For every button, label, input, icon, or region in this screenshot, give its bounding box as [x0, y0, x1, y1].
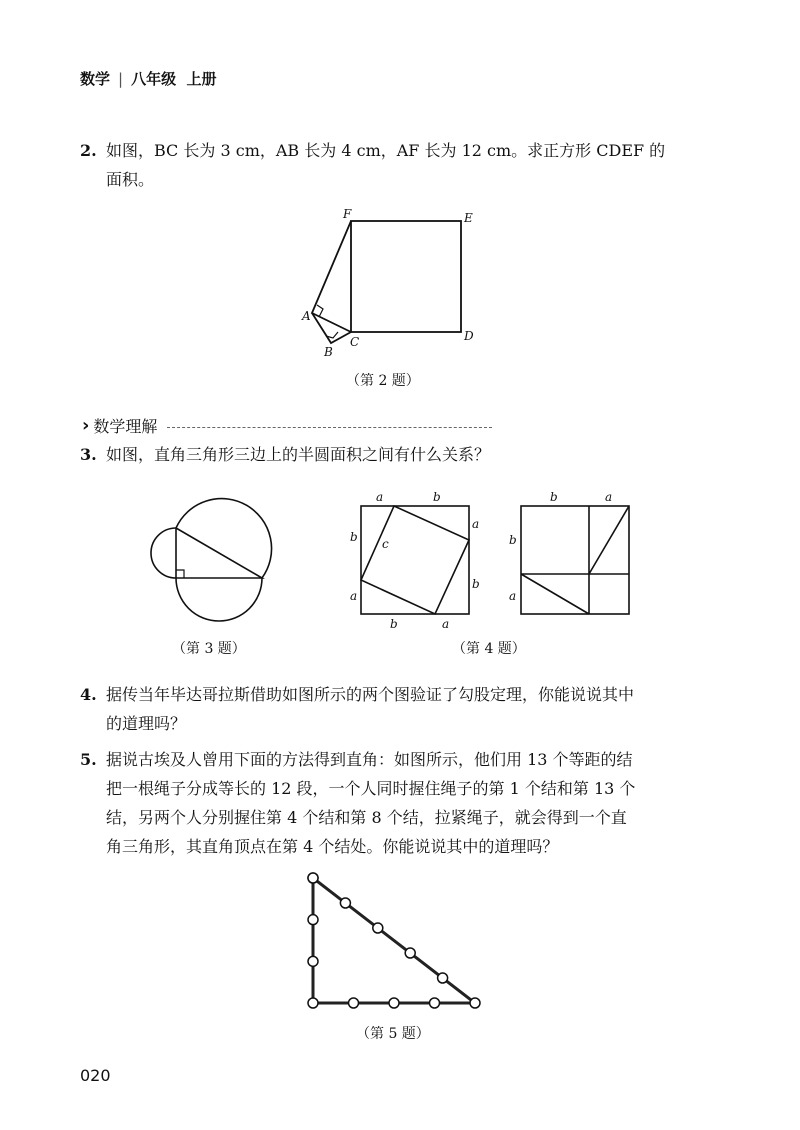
question-4-line-2: 的道理吗？ [106, 714, 187, 733]
fig4-left-top-b: b [433, 490, 441, 504]
question-5-line-3: 结，另两个人分别握住第 4 个结和第 8 个结，拉紧绳子，就会得到一个直 [106, 808, 627, 827]
question-2-number: 2. [80, 141, 97, 160]
rope-knot [389, 998, 399, 1008]
label-a: A [302, 309, 311, 323]
label-d: D [464, 329, 474, 343]
fig4-right-top-a: a [605, 490, 613, 504]
fig4-right-left-b: b [509, 533, 517, 547]
header-volume: 上册 [186, 70, 217, 88]
label-c: C [350, 335, 360, 349]
rope-knot [340, 898, 350, 908]
question-3-text: 如图，直角三角形三边上的半圆面积之间有什么关系？ [106, 445, 491, 464]
chevron-right-icon: › [82, 415, 90, 436]
question-4-number: 4. [80, 685, 97, 704]
fig4-left-left-a: a [350, 589, 358, 603]
question-5-number: 5. [80, 750, 97, 769]
header-subject: 数学 [80, 70, 111, 88]
rope-knot [308, 998, 318, 1008]
label-b: B [324, 345, 333, 359]
rope-knot [430, 998, 440, 1008]
rope-knot [308, 956, 318, 966]
fig4-left-bottom-b: b [390, 617, 398, 631]
rope-knot [405, 948, 415, 958]
page-number: 020 [80, 1066, 111, 1085]
question-5-line-1: 据说古埃及人曾用下面的方法得到直角：如图所示，他们用 13 个等距的结 [106, 750, 633, 769]
fig4-left-right-b: b [472, 577, 480, 591]
header-separator: | [118, 70, 124, 88]
rope-knot [438, 973, 448, 983]
label-e: E [464, 211, 473, 225]
rope-knot [373, 923, 383, 933]
question-5-line-2: 把一根绳子分成等长的 12 段，一个人同时握住绳子的第 1 个结和第 13 个 [106, 779, 636, 798]
fig4-left-bottom-a: a [442, 617, 450, 631]
fig4-left-c: c [382, 537, 389, 551]
rope-knot [308, 873, 318, 883]
fig4-left-top-a: a [376, 490, 384, 504]
label-f: F [343, 207, 352, 221]
question-2-line-2: 面积。 [106, 170, 155, 189]
rope-knot [470, 998, 480, 1008]
question-3-number: 3. [80, 445, 97, 464]
rope-knot [308, 915, 318, 925]
fig4-left-left-b: b [350, 530, 358, 544]
figure-5-caption: （第 5 题） [356, 1026, 430, 1042]
header-grade: 八年级 [131, 70, 177, 88]
question-5-line-4: 角三角形，其直角顶点在第 4 个结处。你能说说其中的道理吗？ [106, 837, 559, 856]
question-4-line-1: 据传当年毕达哥拉斯借助如图所示的两个图验证了勾股定理，你能说说其中 [106, 685, 635, 704]
figure-4-caption: （第 4 题） [452, 641, 526, 657]
fig4-right-left-a: a [509, 589, 517, 603]
fig4-right-top-b: b [550, 490, 558, 504]
question-2-line-1: 如图，BC 长为 3 cm，AB 长为 4 cm，AF 长为 12 cm。求正方形 CDEF 的 [106, 141, 666, 160]
figure-2-caption: （第 2 题） [346, 373, 420, 389]
figure-3-caption: （第 3 题） [172, 641, 246, 657]
rope [313, 878, 475, 1003]
rope-knot [349, 998, 359, 1008]
fig4-left-right-a: a [472, 517, 480, 531]
section-title: 数学理解 [93, 417, 158, 436]
